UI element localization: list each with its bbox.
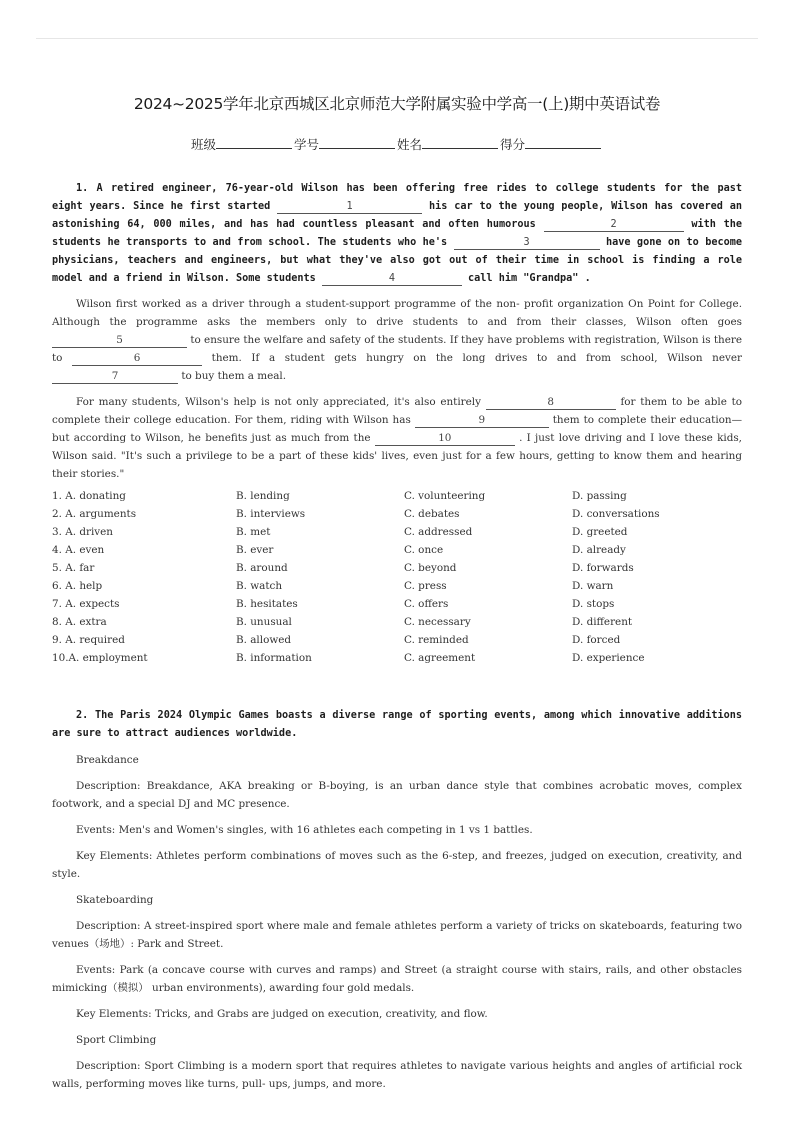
option[interactable]: C. volunteering <box>404 490 486 502</box>
option[interactable]: 8. A. extra <box>52 616 107 628</box>
blank-7[interactable]: 7 <box>52 370 178 384</box>
question-1-paragraph-1: 1. A retired engineer, 76-year-old Wilson has been offering free rides to college students for the past eight years. Since he first started 1 his car to the young people, Wilson has covered an astonishing 64, 000 miles, and has had countless pleasant and often humorous 2 with the students he transports to and from school. The students who he's 3 have gone on to become physicians, teachers and engineers, but what they've also got out of their time in school is finding a role model and a friend in Wilson. Some students 4 call him "Grandpa" . <box>52 183 743 284</box>
paragraph: Events: Park (a concave course with curves and ramps) and Street (a straight course with stairs, rails, and other obstacles mimicking（模拟） urban environments), awarding four gold medals. <box>52 964 742 994</box>
option[interactable]: B. watch <box>236 580 283 592</box>
option[interactable]: B. interviews <box>236 508 306 520</box>
option-row-9 <box>52 634 742 652</box>
paragraph: Description: A street-inspired sport where male and female athletes perform a variety of tricks on skateboards, featuring two venues（场地）: Park and Street. <box>52 920 742 950</box>
option[interactable]: 10.A. employment <box>52 652 148 664</box>
option[interactable]: 3. A. driven <box>52 526 113 538</box>
option[interactable]: 1. A. donating <box>52 490 126 502</box>
option[interactable]: D. already <box>572 544 626 556</box>
option[interactable]: D. experience <box>572 652 645 664</box>
class-field[interactable]: 班级 <box>191 135 294 153</box>
option[interactable]: C. debates <box>404 508 460 520</box>
option[interactable]: D. warn <box>572 580 614 592</box>
option-row-4 <box>52 544 742 562</box>
question-1-paragraph-3: For many students, Wilson's help is not only appreciated, it's also entirely 8 for them to be able to complete their college education. For them, riding with Wilson has 9 them to complete their education—but according to Wilson, he benefits just as much from the 10 . I just love driving and I love these kids, Wilson said. "It's such a privilege to be a part of these kids' lives, even just for a few hours, getting to know them and hearing their stories." <box>52 396 742 480</box>
option[interactable]: 5. A. far <box>52 562 95 574</box>
option-row-5 <box>52 562 742 580</box>
section-heading: Breakdance <box>76 754 139 766</box>
option[interactable]: 9. A. required <box>52 634 125 646</box>
option[interactable]: D. forced <box>572 634 621 646</box>
blank-10[interactable]: 10 <box>375 432 515 446</box>
section-heading: Skateboarding <box>76 894 154 906</box>
option-row-10 <box>52 652 742 670</box>
option[interactable]: D. different <box>572 616 633 628</box>
option-row-3 <box>52 526 742 544</box>
option[interactable]: C. press <box>404 580 447 592</box>
option[interactable]: D. forwards <box>572 562 634 574</box>
option[interactable]: C. offers <box>404 598 449 610</box>
option[interactable]: C. agreement <box>404 652 476 664</box>
name-field[interactable]: 姓名 <box>397 135 500 153</box>
option-row-6 <box>52 580 742 598</box>
option[interactable]: C. necessary <box>404 616 471 628</box>
blank-4[interactable]: 4 <box>322 272 462 286</box>
paragraph: Key Elements: Athletes perform combinations of moves such as the 6-step, and freezes, judged on execution, creativity, and style. <box>52 850 742 880</box>
option[interactable]: C. addressed <box>404 526 473 538</box>
blank-3[interactable]: 3 <box>454 236 600 250</box>
option[interactable]: 2. A. arguments <box>52 508 137 520</box>
option[interactable]: 4. A. even <box>52 544 105 556</box>
student-id-field[interactable]: 学号 <box>294 135 397 153</box>
score-field[interactable]: 得分 <box>500 135 603 153</box>
paragraph: Description: Sport Climbing is a modern sport that requires athletes to navigate various heights and angles of artificial rock walls, performing moves like turns, pull- ups, jumps, and more. <box>52 1060 742 1090</box>
option[interactable]: B. ever <box>236 544 274 556</box>
option[interactable]: B. information <box>236 652 312 664</box>
paragraph: Description: Breakdance, AKA breaking or B-boying, is an urban dance style that combines acrobatic moves, complex footwork, and a special DJ and MC presence. <box>52 780 742 810</box>
option[interactable]: B. allowed <box>236 634 292 646</box>
blank-9[interactable]: 9 <box>415 414 549 428</box>
question-1-paragraph-2: Wilson first worked as a driver through a student-support programme of the non- profit organization On Point for College. Although the programme asks the members only to drive students to and from their classes, Wilson often goes 5 to ensure the welfare and safety of the students. If they have problems with registration, Wilson is there to 6 them. If a student gets hungry on the long drives to and from school, Wilson never 7 to buy them a meal. <box>52 298 742 382</box>
option[interactable]: D. greeted <box>572 526 628 538</box>
option-row-2 <box>52 508 742 526</box>
option[interactable]: 7. A. expects <box>52 598 120 610</box>
option[interactable]: D. conversations <box>572 508 660 520</box>
section-heading: Sport Climbing <box>76 1034 157 1046</box>
option[interactable]: B. hesitates <box>236 598 298 610</box>
option-row-8 <box>52 616 742 634</box>
option-row-1 <box>52 490 742 508</box>
blank-2[interactable]: 2 <box>544 218 684 232</box>
page-title: 2024~2025学年北京西城区北京师范大学附属实验中学高一(上)期中英语试卷 <box>133 95 661 113</box>
blank-5[interactable]: 5 <box>52 334 187 348</box>
paragraph: Events: Men's and Women's singles, with 16 athletes each competing in 1 vs 1 battles. <box>76 824 533 836</box>
option[interactable]: B. around <box>236 562 288 574</box>
question-2-heading: 2. The Paris 2024 Olympic Games boasts a diverse range of sporting events, among which innovative additions are sure to attract audiences worldwide. <box>52 710 742 739</box>
question-2 <box>52 707 742 1093</box>
option[interactable]: D. passing <box>572 490 627 502</box>
option[interactable]: D. stops <box>572 598 615 610</box>
blank-8[interactable]: 8 <box>486 396 616 410</box>
option[interactable]: C. beyond <box>404 562 457 574</box>
answer-options <box>52 490 742 670</box>
option[interactable]: 6. A. help <box>52 580 103 592</box>
blank-6[interactable]: 6 <box>72 352 202 366</box>
header-divider <box>36 38 758 39</box>
option[interactable]: B. met <box>236 526 271 538</box>
option[interactable]: B. unusual <box>236 616 292 628</box>
student-info-line <box>0 135 794 153</box>
option[interactable]: B. lending <box>236 490 290 502</box>
paragraph: Key Elements: Tricks, and Grabs are judged on execution, creativity, and flow. <box>76 1008 488 1020</box>
blank-1[interactable]: 1 <box>277 200 422 214</box>
option[interactable]: C. reminded <box>404 634 469 646</box>
option-row-7 <box>52 598 742 616</box>
option[interactable]: C. once <box>404 544 444 556</box>
